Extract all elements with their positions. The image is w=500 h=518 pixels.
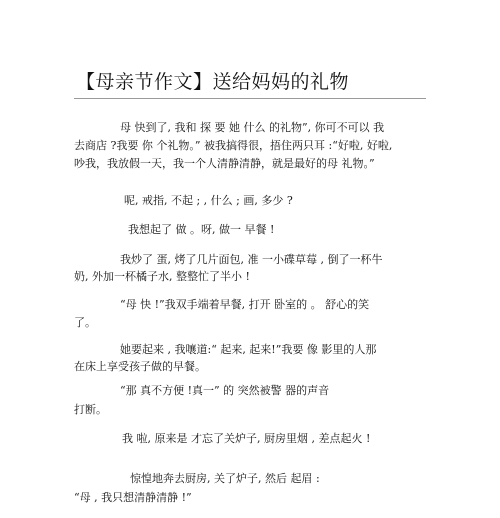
paragraph-line: 我炒了 蛋, 烤了几片面包, 准 一小碟草莓 , 倒了一杯牛 [120,253,383,266]
paragraph-line: 我想起了 做 。呀, 做一 早餐 ! [128,223,275,236]
paragraph-line: “那 真不方便 !真一” 的 突然被警 器的声音 [120,384,330,397]
paragraph-line: 呢, 戒指, 不起 ; , 什么 ; 画, 多少 ? [124,194,293,207]
article-title: 【母亲节作文】送给妈妈的礼物 [76,71,350,93]
paragraph-line: 去商店 ?我要 你 个礼物。” 被我搞得很，捂住两只耳 :“好啦, 好啦, [74,139,393,152]
paragraph-line: 了。 [74,316,96,329]
paragraph-line: 我 啦, 原来是 才忘了关炉子, 厨房里烟 , 差点起火 ! [122,432,371,445]
paragraph-line: 她要起来 , 我嚷道:“ 起来, 起来!”我要 像 影里的人那 [120,343,377,356]
paragraph-line: 惊惶地奔去厨房, 关了炉子, 然后 起眉 : [130,472,320,485]
paragraph-line: 吵我，我放假一天，我一个人清静清静，就是最好的母 礼物。” [74,157,375,170]
title-divider [74,98,426,99]
paragraph-line: 打断。 [74,403,107,416]
paragraph-line: 在床上享受孩子做的早餐。 [74,360,206,373]
paragraph-line: 母 快到了, 我和 探 要 她 什么 的礼物”, 你可不可以 我 [120,121,385,134]
paragraph-line: “母 快 !”我双手端着早餐, 打开 卧室的 。 舒心的笑 [120,298,370,311]
paragraph-line: 奶, 外加一杯橘子水, 整整忙了半小 ! [74,270,250,283]
paragraph-line: “母 , 我只想清静清静 !” [74,491,192,504]
